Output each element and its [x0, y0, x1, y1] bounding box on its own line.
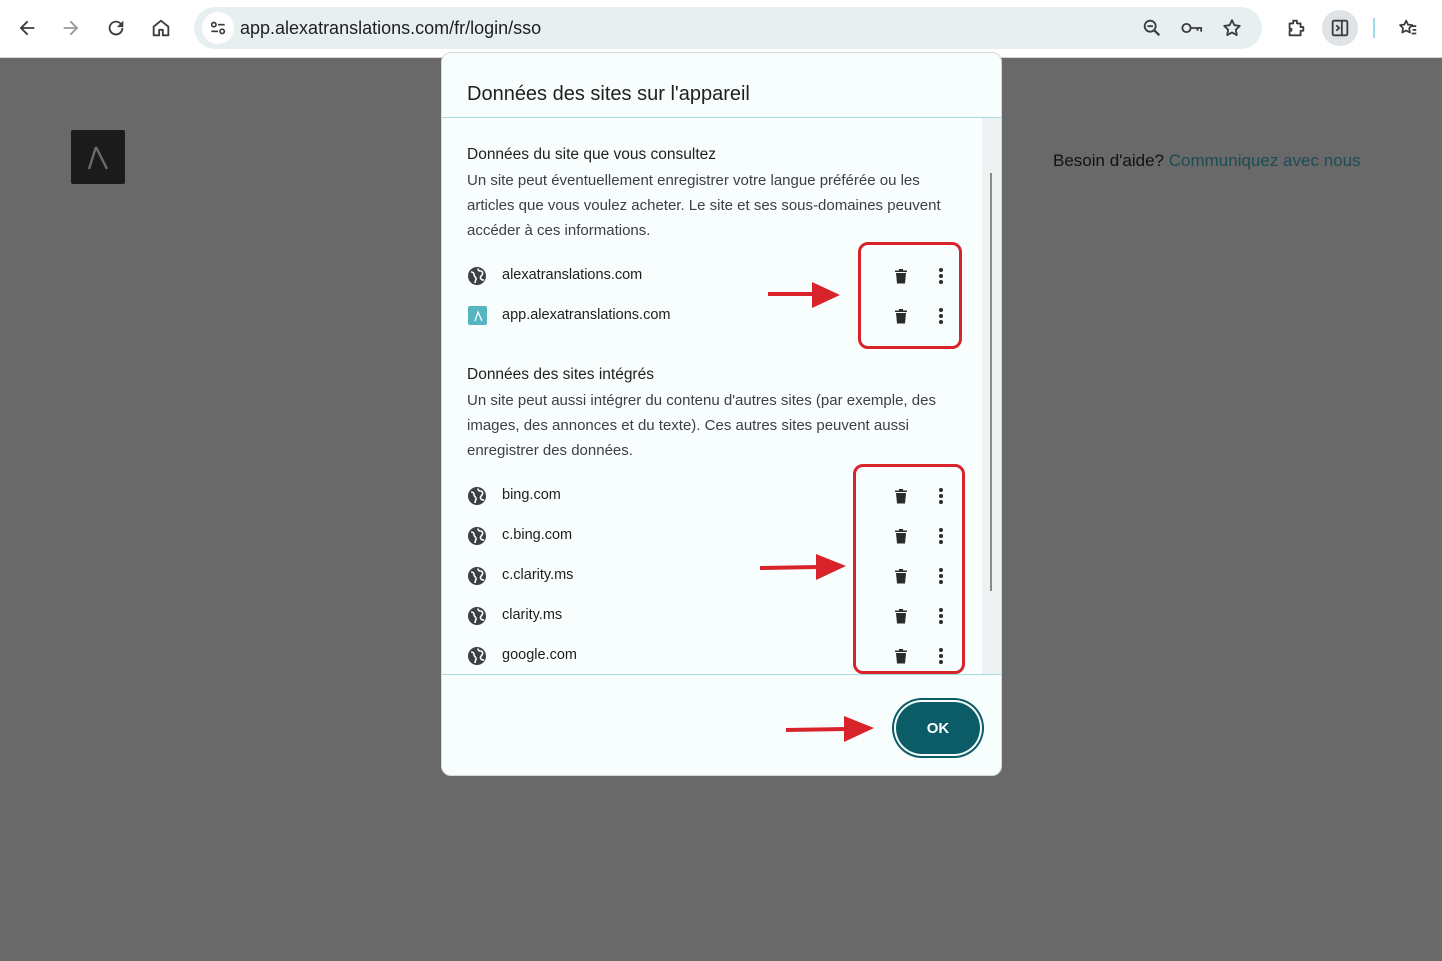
site-favicon	[468, 306, 487, 325]
annotation-arrow-icon	[784, 714, 878, 744]
site-name: c.clarity.ms	[502, 567, 574, 583]
help-text: Besoin d'aide?	[1053, 151, 1164, 170]
contact-link[interactable]: Communiquez avec nous	[1168, 151, 1361, 170]
dialog-title: Données des sites sur l'appareil	[467, 83, 750, 105]
globe-icon	[467, 526, 487, 546]
home-button[interactable]	[143, 10, 179, 46]
site-name: clarity.ms	[502, 607, 563, 623]
extensions-icon	[1285, 17, 1307, 39]
lambda-logo-icon	[83, 142, 113, 172]
highlight-box-current-sites	[858, 242, 962, 349]
highlight-box-embedded-sites	[853, 464, 965, 674]
bookmark-button[interactable]	[1218, 14, 1246, 42]
site-name: google.com	[502, 647, 577, 663]
section-embedded-description: Un site peut aussi intégrer du contenu d'autres sites (par exemple, des images, des annonces et du texte). Ces autres sites peuvent aussi enregistrer des données.	[467, 392, 936, 459]
toolbar-separator	[1373, 18, 1375, 38]
annotation-arrow-icon	[766, 280, 846, 310]
password-button[interactable]	[1178, 14, 1206, 42]
forward-arrow-icon	[60, 17, 82, 39]
home-icon	[150, 17, 172, 39]
lambda-favicon-icon	[472, 310, 484, 322]
ok-button[interactable]: OK	[896, 702, 980, 754]
forward-button[interactable]	[53, 10, 89, 46]
site-name: c.bing.com	[502, 527, 573, 543]
dialog-bottom-divider	[442, 674, 1001, 675]
reload-button[interactable]	[98, 10, 134, 46]
site-info-icon	[208, 18, 228, 38]
globe-icon	[467, 566, 487, 586]
reading-list-button[interactable]	[1390, 10, 1426, 46]
globe-icon	[467, 486, 487, 506]
app-logo	[71, 130, 125, 184]
site-name: alexatranslations.com	[502, 267, 643, 283]
globe-icon	[467, 646, 487, 666]
globe-icon	[467, 606, 487, 626]
back-button[interactable]	[9, 10, 45, 46]
reading-list-icon	[1397, 17, 1419, 39]
site-info-button[interactable]	[202, 12, 234, 44]
bookmark-star-icon	[1221, 17, 1243, 39]
scrollbar-thumb[interactable]	[990, 173, 992, 591]
side-panel-button[interactable]	[1322, 10, 1358, 46]
help-line	[1053, 151, 1361, 171]
section-current-description: Un site peut éventuellement enregistrer votre langue préférée ou les articles que vous voulez acheter. Le site et ses sous-domaines peuvent accéder à ces informations.	[467, 172, 941, 239]
site-name: bing.com	[502, 487, 561, 503]
address-bar[interactable]	[194, 7, 1262, 49]
section-embedded-title: Données des sites intégrés	[467, 366, 654, 383]
password-key-icon	[1180, 17, 1204, 39]
reload-icon	[105, 17, 127, 39]
back-arrow-icon	[16, 17, 38, 39]
url-text[interactable]: app.alexatranslations.com/fr/login/sso	[240, 18, 542, 38]
globe-icon	[467, 266, 487, 286]
extensions-button[interactable]	[1278, 10, 1314, 46]
zoom-icon	[1141, 17, 1163, 39]
annotation-arrow-icon	[758, 552, 850, 582]
browser-toolbar	[0, 0, 1442, 58]
zoom-button[interactable]	[1138, 14, 1166, 42]
site-name: app.alexatranslations.com	[502, 307, 671, 323]
section-current-title: Données du site que vous consultez	[467, 146, 717, 163]
side-panel-icon	[1329, 17, 1351, 39]
